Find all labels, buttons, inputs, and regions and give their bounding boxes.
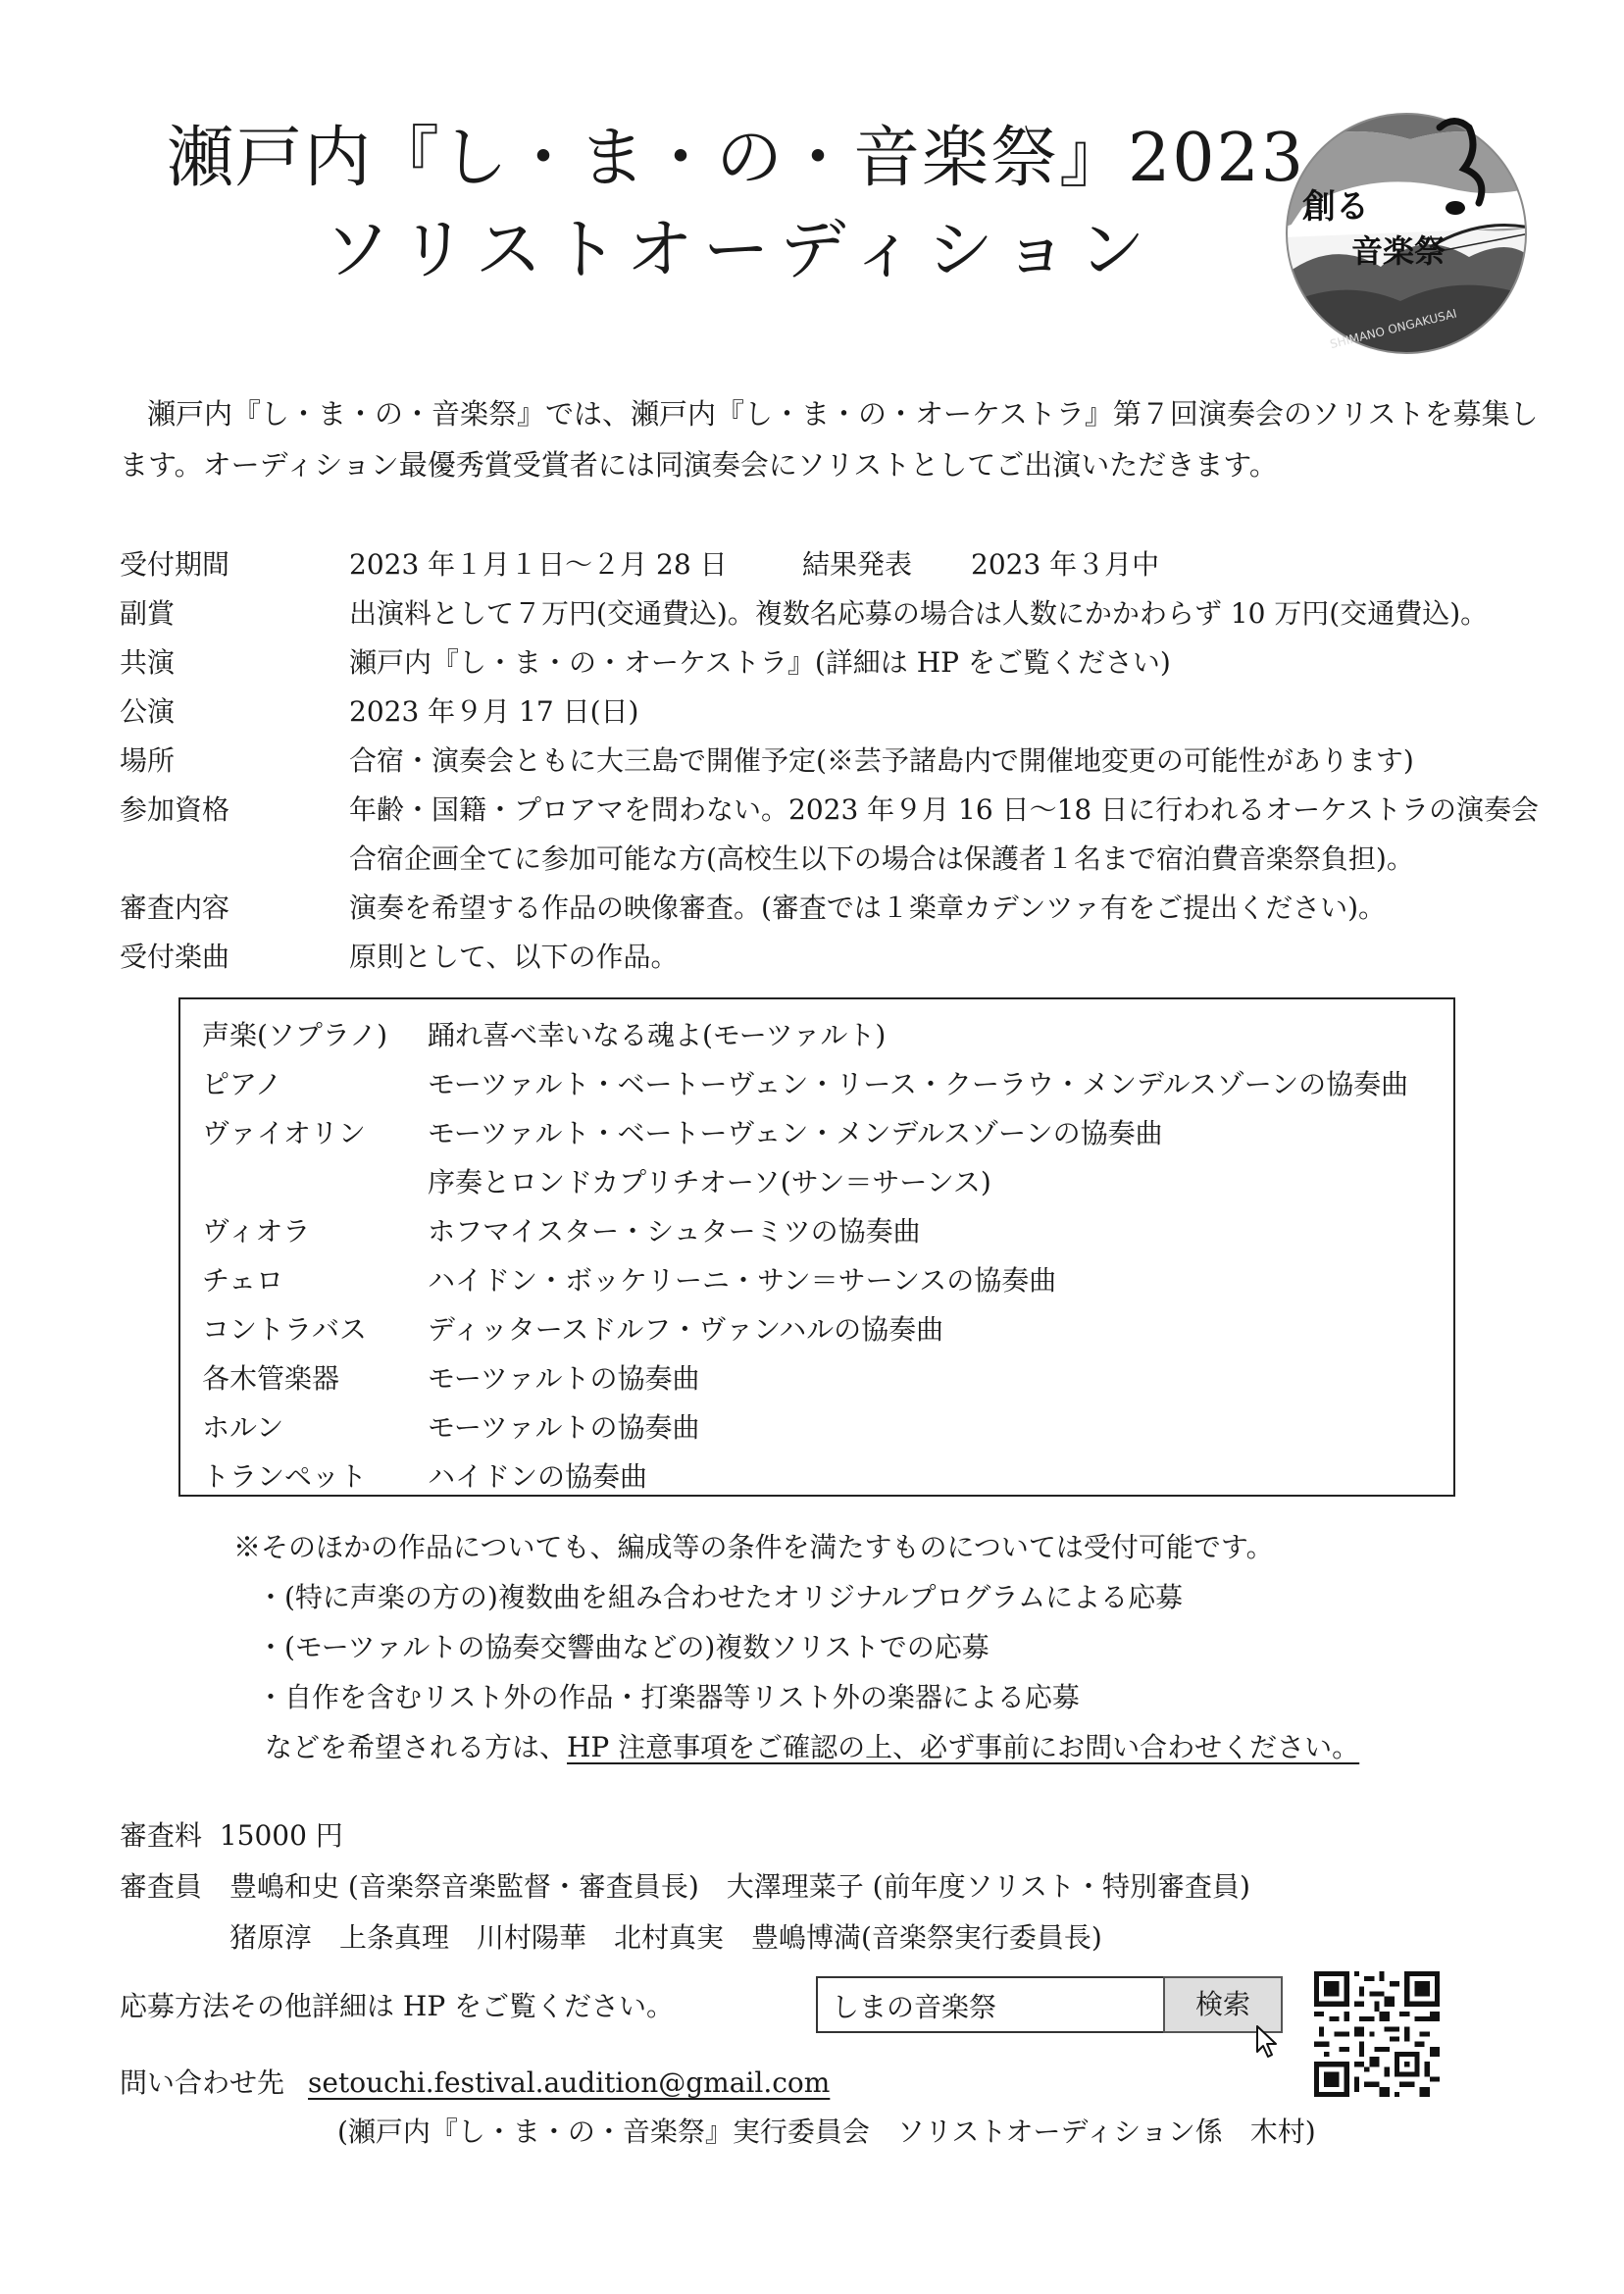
note-line: ※そのほかの作品についても、編成等の条件を満たすものについては受付可能です。 [233, 1531, 1274, 1563]
work-piece: モーツァルトの協奏曲 [428, 1411, 700, 1444]
work-instrument: ヴィオラ [202, 1215, 311, 1248]
screening-value: 演奏を希望する作品の映像審査。(審査では１楽章カデンツァ有をご提出ください)。 [349, 892, 1387, 924]
screening-label: 審査内容 [120, 892, 230, 924]
venue-value: 合宿・演奏会ともに大三島で開催予定(※芸予諸島内で開催地変更の可能性があります) [349, 744, 1414, 777]
notes-section [233, 1522, 1359, 1772]
contact-label: 問い合わせ先 [120, 2066, 285, 2099]
work-piece: 踊れ喜べ幸いなる魂よ(モーツァルト) [428, 1019, 887, 1051]
work-instrument: ヴァイオリン [202, 1117, 366, 1149]
work-instrument: チェロ [202, 1264, 284, 1297]
logo-text-1: 創る [1302, 187, 1369, 227]
note-bullet: ・(特に声楽の方の)複数曲を組み合わせたオリジナルプログラムによる応募 [257, 1581, 1184, 1613]
work-piece: 序奏とロンドカプリチオーソ(サン＝サーンス) [428, 1166, 991, 1198]
period-label: 受付期間 [120, 548, 230, 581]
venue-label: 場所 [120, 744, 176, 777]
work-instrument: コントラバス [202, 1313, 368, 1346]
intro-line-2: ます。オーディション最優秀賞受賞者には同演奏会にソリストとしてご出演いただきます。 [120, 448, 1278, 482]
contact-row [120, 2062, 830, 2101]
note-prefix: などを希望される方は、 [265, 1731, 568, 1763]
note-contact-line [233, 1722, 1359, 1772]
work-instrument: トランペット [202, 1460, 368, 1493]
result-label: 結果発表 [802, 548, 913, 581]
work-instrument: 各木管楽器 [202, 1362, 340, 1395]
work-instrument: ホルン [202, 1411, 284, 1444]
prize-value: 出演料として７万円(交通費込)。複数名応募の場合は人数にかかわらず 10 万円(交通費込)。 [349, 597, 1489, 630]
work-piece: ハイドン・ボッケリーニ・サン＝サーンスの協奏曲 [428, 1264, 1057, 1297]
work-piece: ホフマイスター・シュターミツの協奏曲 [428, 1215, 921, 1248]
work-piece: モーツァルト・ベートーヴェン・リース・クーラウ・メンデルスゾーンの協奏曲 [428, 1068, 1409, 1100]
concert-value: 2023 年９月 17 日(日) [349, 695, 639, 728]
result-value: 2023 年３月中 [971, 548, 1160, 581]
repertoire-value: 原則として、以下の作品。 [349, 941, 679, 973]
note-bullet: ・自作を含むリスト外の作品・打楽器等リスト外の楽器による応募 [257, 1681, 1080, 1713]
qr-code-icon[interactable] [1314, 1971, 1440, 2097]
judges-label: 審査員 [120, 1870, 203, 1903]
work-piece: ディッタースドルフ・ヴァンハルの協奏曲 [428, 1313, 944, 1346]
cursor-icon [1253, 2024, 1283, 2060]
page-title: 瀬戸内『し・ま・の・音楽祭』2023 [167, 120, 1306, 197]
work-piece: モーツァルト・ベートーヴェン・メンデルスゾーンの協奏曲 [428, 1117, 1163, 1149]
judges-line-2: 猪原淳 上条真理 川村陽華 北村真実 豊嶋博満(音楽祭実行委員長) [229, 1921, 1102, 1954]
contact-email-link[interactable]: setouchi.festival.audition@gmail.com [308, 2066, 831, 2099]
festival-logo [1283, 110, 1530, 357]
search-input[interactable]: しまの音楽祭 [816, 1976, 1165, 2033]
eligibility-value-1: 年齢・国籍・プロアマを問わない。2023 年９月 16 日～18 日に行われるオーケストラの演奏会 [349, 793, 1540, 826]
judges-line-1: 豊嶋和史 (音楽祭音楽監督・審査員長) 大澤理菜子 (前年度ソリスト・特別審査員) [229, 1870, 1250, 1903]
judges-section [120, 1861, 1250, 1963]
fee-label: 審査料 [120, 1819, 203, 1852]
fee-row [120, 1814, 343, 1854]
work-instrument: ピアノ [202, 1068, 282, 1100]
period-value: 2023 年１月１日～２月 28 日 [349, 548, 728, 581]
eligibility-label: 参加資格 [120, 793, 230, 826]
repertoire-label: 受付楽曲 [120, 941, 230, 973]
fee-value: 15000 円 [219, 1819, 343, 1852]
page-subtitle: ソリストオーディション [324, 212, 1155, 289]
intro-paragraph [120, 388, 1551, 490]
logo-text-2: 音楽祭 [1351, 232, 1446, 270]
work-instrument: 声楽(ソプラノ) [202, 1019, 388, 1051]
note-underlined: HP 注意事項をご確認の上、必ず事前にお問い合わせください。 [567, 1731, 1360, 1763]
note-bullet: ・(モーツァルトの協奏交響曲などの)複数ソリストでの応募 [257, 1631, 990, 1663]
apply-text: 応募方法その他詳細は HP をご覧ください。 [120, 1990, 675, 2022]
repertoire-box [178, 997, 1455, 1497]
work-piece: ハイドンの協奏曲 [428, 1460, 648, 1493]
costar-label: 共演 [120, 646, 176, 679]
costar-value: 瀬戸内『し・ま・の・オーケストラ』(詳細は HP をご覧ください) [349, 646, 1171, 679]
search-button[interactable]: 検索 [1163, 1976, 1283, 2033]
eligibility-value-2: 合宿企画全てに参加可能な方(高校生以下の場合は保護者１名まで宿泊費音楽祭負担)。 [349, 842, 1414, 875]
contact-organization: (瀬戸内『し・ま・の・音楽祭』実行委員会 ソリストオーディション係 木村) [337, 2116, 1316, 2148]
intro-line-1: 瀬戸内『し・ま・の・音楽祭』では、瀬戸内『し・ま・の・オーケストラ』第７回演奏会のソリストを募集し [147, 397, 1539, 431]
prize-label: 副賞 [120, 597, 176, 630]
logo-arc-text: SHIMANO ONGAKUSAI [1328, 306, 1458, 352]
work-piece: モーツァルトの協奏曲 [428, 1362, 700, 1395]
concert-label: 公演 [120, 695, 176, 728]
